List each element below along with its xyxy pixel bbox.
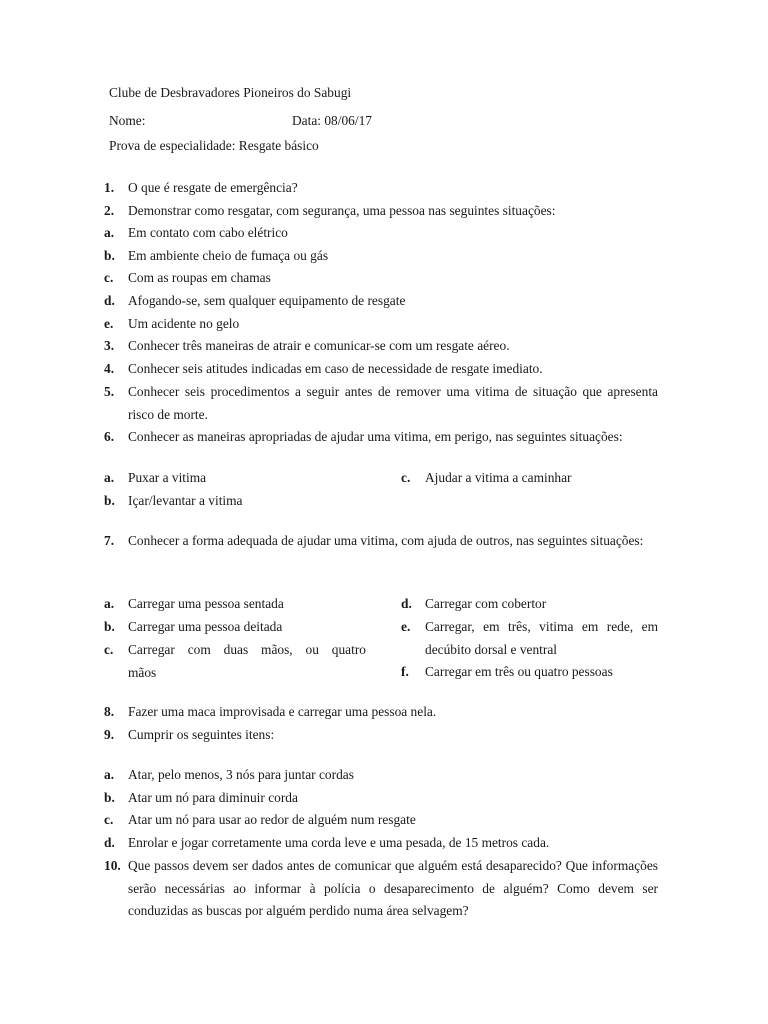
list-item [104,787,658,810]
list-item [104,245,658,268]
item-text-continued: decúbito dorsal e ventral [425,641,557,657]
question-2 [104,200,658,223]
item-marker: b. [104,248,115,263]
item-text: Atar um nó para diminuir corda [128,790,298,805]
option-7e [401,616,658,661]
item-marker: c. [104,812,114,827]
item-text-continued: mãos [128,664,157,680]
question-6 [104,426,658,449]
item-marker: a. [104,225,115,240]
item-marker: b. [104,790,115,805]
question-number: 5. [104,384,115,399]
question-number: 10. [104,858,121,873]
item-text: Atar um nó para usar ao redor de alguém num resgate [128,812,416,827]
exam-subject: Prova de especialidade: Resgate básico [109,138,319,153]
item-marker: d. [104,293,115,308]
item-marker: c. [401,470,411,485]
question-text: Conhecer a forma adequada de ajudar uma vitima, com ajuda de outros, nas seguintes situações: [128,533,644,548]
question-text: Conhecer as maneiras apropriadas de ajudar uma vitima, em perigo, nas seguintes situações: [128,429,623,444]
item-text: Içar/levantar a vitima [128,493,243,508]
option-7f [401,661,658,684]
item-text: Atar, pelo menos, 3 nós para juntar cordas [128,767,354,782]
list-item [104,809,658,832]
question-number: 7. [104,533,115,548]
question-10 [104,855,658,923]
item-marker: b. [104,619,115,634]
item-text: Carregar com duas mãos, ou quatro [128,642,366,657]
question-number: 3. [104,338,115,353]
item-marker: a. [104,596,115,611]
question-text: Fazer uma maca improvisada e carregar uma pessoa nela. [128,704,437,719]
option-7b [104,616,366,639]
question-4 [104,358,658,381]
question-number: 4. [104,361,115,376]
question-text: Demonstrar como resgatar, com segurança, uma pessoa nas seguintes situações: [128,203,556,218]
item-text: Puxar a vitima [128,470,207,485]
item-text: Ajudar a vitima a caminhar [425,470,572,485]
item-text: Em ambiente cheio de fumaça ou gás [128,248,329,263]
item-text: Carregar em três ou quatro pessoas [425,664,613,679]
item-marker: e. [104,316,114,331]
list-item [104,222,658,245]
item-text: Com as roupas em chamas [128,270,271,285]
option-6c [401,467,658,490]
question-text: Conhecer seis atitudes indicadas em caso de necessidade de resgate imediato. [128,361,543,376]
item-text: Carregar com cobertor [425,596,547,611]
question-1 [104,177,658,200]
list-item [104,832,658,855]
list-item [104,290,658,313]
list-item [104,313,658,336]
item-text: Enrolar e jogar corretamente uma corda leve e uma pesada, de 15 metros cada. [128,835,550,850]
option-7d [401,593,658,616]
question-number: 1. [104,180,115,195]
question-number: 8. [104,704,115,719]
item-text: Afogando-se, sem qualquer equipamento de resgate [128,293,406,308]
item-marker: f. [401,664,409,679]
question-7 [104,530,658,553]
question-number: 9. [104,727,115,742]
item-marker: c. [104,642,114,657]
list-item [104,764,658,787]
club-name: Clube de Desbravadores Pioneiros do Sabugi [109,85,352,100]
item-marker: a. [104,767,115,782]
item-marker: d. [104,835,115,850]
question-8 [104,701,658,724]
question-5 [104,381,658,426]
item-marker: a. [104,470,115,485]
question-text: Conhecer três maneiras de atrair e comunicar-se com um resgate aéreo. [128,338,510,353]
question-text: Conhecer seis procedimentos a seguir antes de remover uma vitima de situação que apresenta risco de morte. [128,384,658,422]
question-text: Que passos devem ser dados antes de comunicar que alguém está desaparecido? Que informações serão necessárias ao informar à polícia o desaparecimento de alguém? Como devem ser conduzidas as buscas por alguém perdido numa área selvagem? [128,858,658,918]
item-marker: c. [104,270,114,285]
item-marker: b. [104,493,115,508]
option-7c [104,639,366,684]
item-text: Carregar uma pessoa sentada [128,596,284,611]
item-marker: e. [401,619,411,634]
item-text: Em contato com cabo elétrico [128,225,288,240]
list-item [104,267,658,290]
question-text: O que é resgate de emergência? [128,180,298,195]
name-label: Nome: [109,113,146,128]
question-number: 2. [104,203,115,218]
question-text: Cumprir os seguintes itens: [128,727,275,742]
date-label: Data: 08/06/17 [292,113,372,128]
item-marker: d. [401,596,412,611]
option-7a [104,593,366,616]
option-6a [104,467,366,490]
item-text: Carregar uma pessoa deitada [128,619,283,634]
question-3 [104,335,658,358]
question-9 [104,724,658,747]
question-number: 6. [104,429,115,444]
item-text: Um acidente no gelo [128,316,240,331]
item-text: Carregar, em três, vitima em rede, em [425,619,658,634]
option-6b [104,490,366,513]
